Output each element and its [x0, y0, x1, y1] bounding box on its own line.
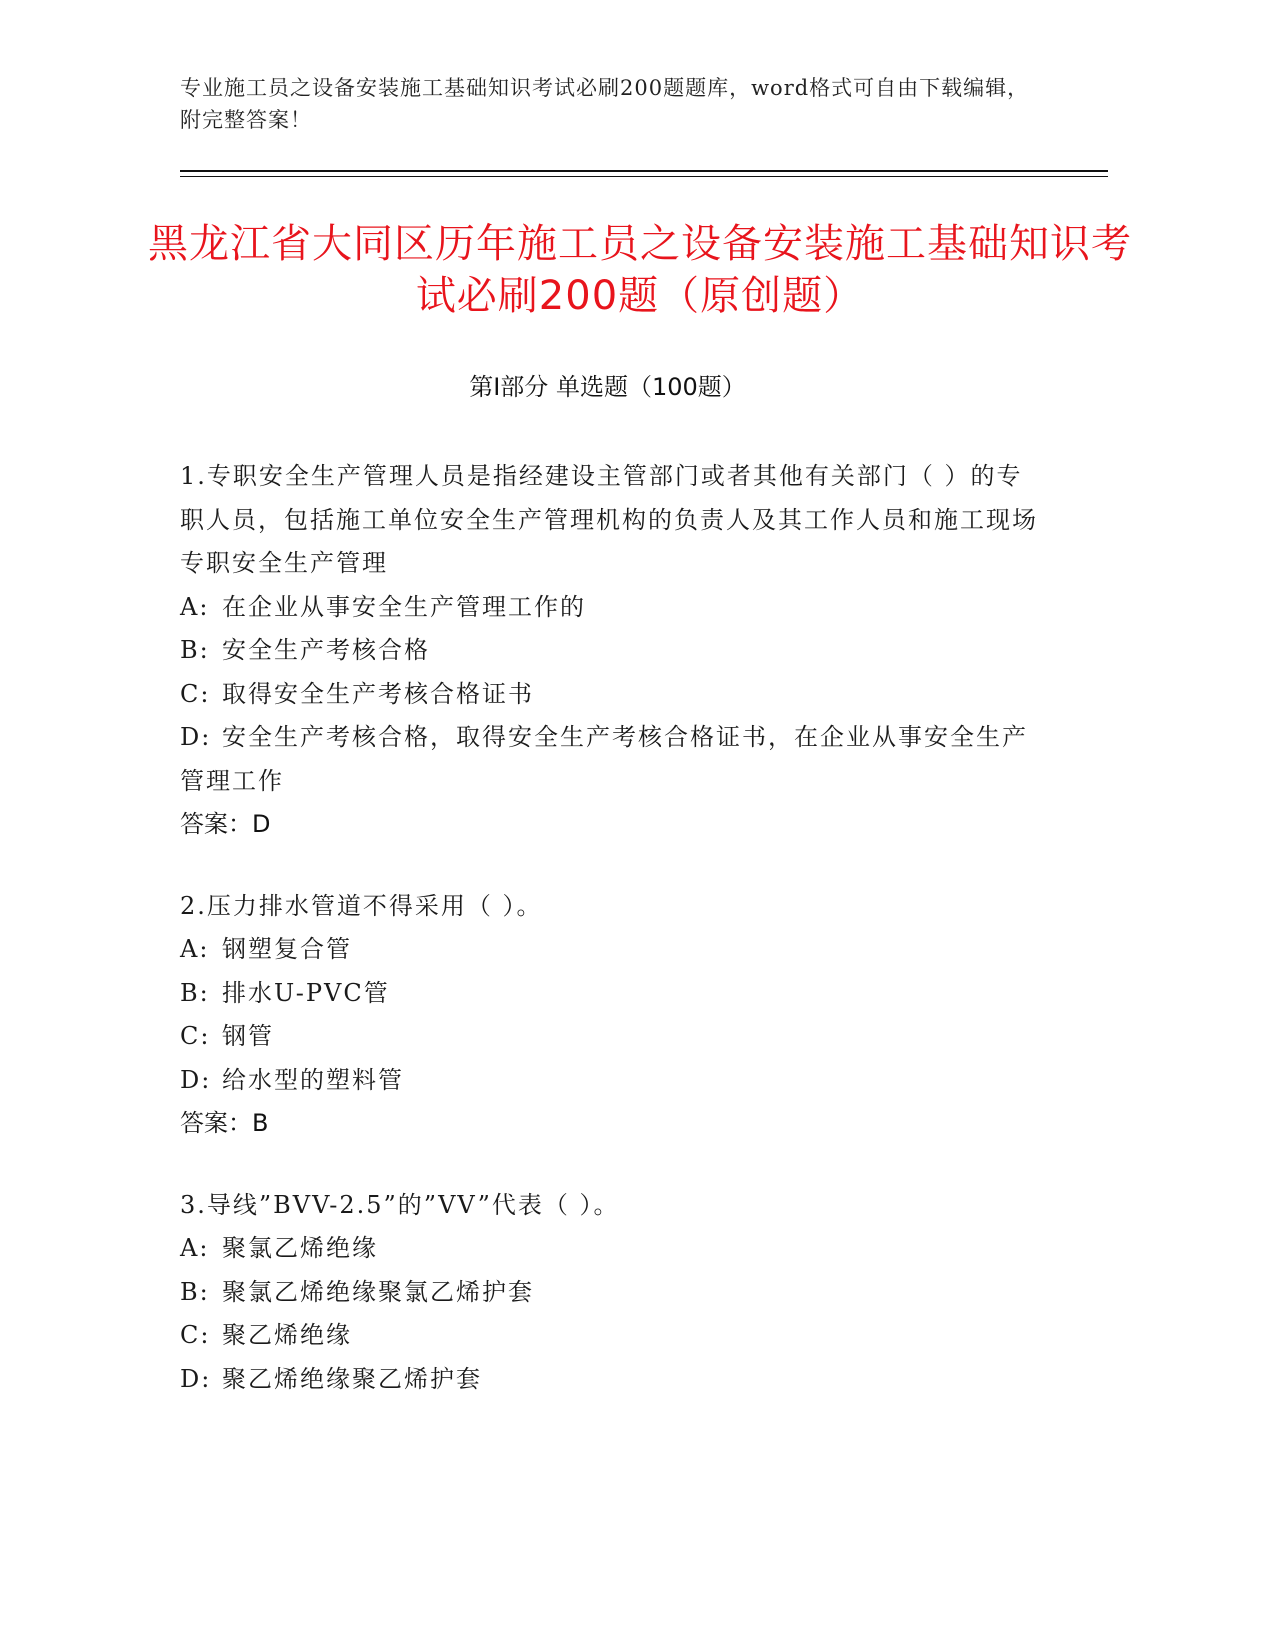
option-d — [180, 1059, 1040, 1103]
option-key: C: — [180, 1022, 211, 1050]
option-b — [180, 1271, 1040, 1315]
option-key: A: — [180, 592, 210, 621]
option-b — [180, 629, 1040, 673]
header-note: 专业施工员之设备安装施工基础知识考试必刷200题题库，word格式可自由下载编辑，附完整答案！ — [180, 76, 1030, 132]
question-3 — [180, 1184, 1040, 1402]
option-c — [180, 1015, 1040, 1059]
option-key: B: — [180, 636, 210, 664]
option-key: C: — [180, 679, 211, 708]
option-c — [180, 1314, 1040, 1358]
option-a — [180, 928, 1040, 972]
option-text: 钢塑复合管 — [222, 935, 352, 963]
option-text: 取得安全生产考核合格证书 — [222, 679, 534, 708]
option-d — [180, 1358, 1040, 1402]
question-list — [180, 455, 1040, 1439]
option-key: C: — [180, 1321, 211, 1349]
question-1 — [180, 455, 1040, 847]
option-text: 给水型的塑料管 — [222, 1065, 404, 1094]
option-text: 聚乙烯绝缘聚乙烯护套 — [222, 1364, 482, 1393]
option-a — [180, 586, 1040, 630]
option-d — [180, 716, 1040, 803]
option-c — [180, 673, 1040, 717]
question-stem: 2.压力排水管道不得采用（ ）。 — [180, 891, 543, 920]
option-text: 在企业从事安全生产管理工作的 — [222, 592, 586, 621]
option-text: 钢管 — [222, 1022, 274, 1050]
answer: 答案：D — [180, 810, 271, 838]
option-key: D: — [180, 1364, 212, 1393]
option-text: 聚乙烯绝缘 — [222, 1321, 352, 1349]
section-heading: 第Ⅰ部分 单选题（100题） — [469, 373, 746, 401]
document-title: 黑龙江省大同区历年施工员之设备安装施工基础知识考试必刷200题（原创题） — [148, 221, 1132, 319]
option-text: 安全生产考核合格，取得安全生产考核合格证书，在企业从事安全生产管理工作 — [180, 723, 1028, 795]
option-key: D: — [180, 723, 212, 751]
option-text: 安全生产考核合格 — [222, 636, 430, 664]
question-stem: 1.专职安全生产管理人员是指经建设主管部门或者其他有关部门（ ）的专职人员，包括施工单位安全生产管理机构的负责人及其工作人员和施工现场专职安全生产管理 — [180, 462, 1038, 577]
option-text: 聚氯乙烯绝缘聚氯乙烯护套 — [222, 1277, 534, 1306]
option-text: 排水U-PVC管 — [222, 978, 390, 1007]
question-2 — [180, 885, 1040, 1146]
answer: 答案：B — [180, 1109, 269, 1137]
header-rule-thin — [180, 176, 1108, 177]
question-stem: 3.导线”BVV-2.5”的”VV”代表（ ）。 — [180, 1190, 620, 1219]
header-rule-thick — [180, 170, 1108, 172]
option-text: 聚氯乙烯绝缘 — [222, 1234, 378, 1262]
option-b — [180, 972, 1040, 1016]
option-key: A: — [180, 935, 210, 963]
option-a — [180, 1227, 1040, 1271]
option-key: A: — [180, 1234, 210, 1262]
option-key: D: — [180, 1065, 212, 1094]
option-key: B: — [180, 1277, 210, 1306]
option-key: B: — [180, 978, 210, 1007]
